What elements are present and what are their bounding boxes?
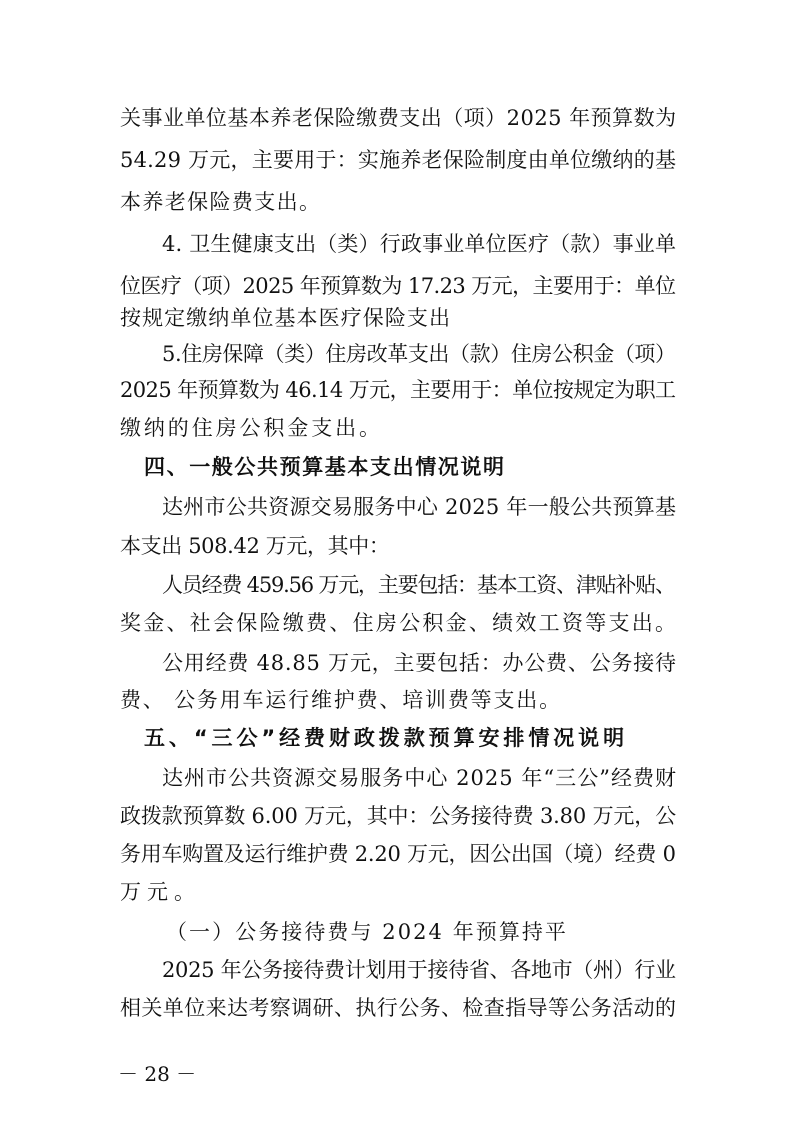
text-line: 关事业单位基本养老保险缴费支出（项）2025 年预算数为 bbox=[120, 106, 677, 130]
text-line: 费、 公务用车运行维护费、培训费等支出。 bbox=[120, 688, 562, 712]
text-line: 4. 卫生健康支出（类）行政事业单位医疗（款）事业单 bbox=[162, 232, 677, 256]
text-line: 务用车购置及运行维护费 2.20 万元，因公出国（境）经费 0 bbox=[120, 842, 676, 866]
text-line: 位医疗（项）2025 年预算数为 17.23 万元，主要用于：单位 bbox=[120, 274, 676, 298]
text-line: 本支出 508.42 万元，其中： bbox=[120, 534, 390, 558]
text-line: 奖金、社会保险缴费、住房公积金、绩效工资等支出。 bbox=[120, 611, 679, 635]
text-line: 公用经费 48.85 万元，主要包括：办公费、公务接待 bbox=[162, 651, 677, 675]
text-line: 相关单位来达考察调研、执行公务、检查指导等公务活动的 bbox=[120, 996, 677, 1020]
section-heading: 四、一般公共预算基本支出情况说明 bbox=[144, 455, 506, 479]
text-line: 5.住房保障（类）住房改革支出（款）住房公积金（项） bbox=[162, 342, 676, 366]
text-line: 政拨款预算数 6.00 万元，其中：公务接待费 3.80 万元，公 bbox=[120, 804, 676, 828]
text-line: 2025 年预算数为 46.14 万元，主要用于：单位按规定为职工 bbox=[120, 378, 676, 402]
text-line: 人员经费 459.56 万元，主要包括：基本工资、津贴补贴、 bbox=[162, 573, 675, 597]
section-heading: 五、“三公”经费财政拨款预算安排情况说明 bbox=[144, 726, 629, 750]
page-number: － 28 － bbox=[118, 1062, 197, 1086]
text-line: 达州市公共资源交易服务中心 2025 年“三公”经费财 bbox=[162, 766, 678, 790]
text-line: 2025 年公务接待费计划用于接待省、各地市（州）行业 bbox=[162, 958, 676, 982]
text-line: 缴纳的住房公积金支出。 bbox=[120, 416, 383, 440]
text-line: 本养老保险费支出。 bbox=[120, 190, 322, 214]
text-line: 万元。 bbox=[120, 880, 201, 904]
text-line: 达州市公共资源交易服务中心 2025 年一般公共预算基 bbox=[162, 495, 677, 519]
text-line: 54.29 万元，主要用于：实施养老保险制度由单位缴纳的基 bbox=[120, 148, 677, 172]
text-line: 按规定缴纳单位基本医疗保险支出 bbox=[120, 306, 452, 330]
subsection-heading: （一）公务接待费与 2024 年预算持平 bbox=[166, 920, 568, 944]
